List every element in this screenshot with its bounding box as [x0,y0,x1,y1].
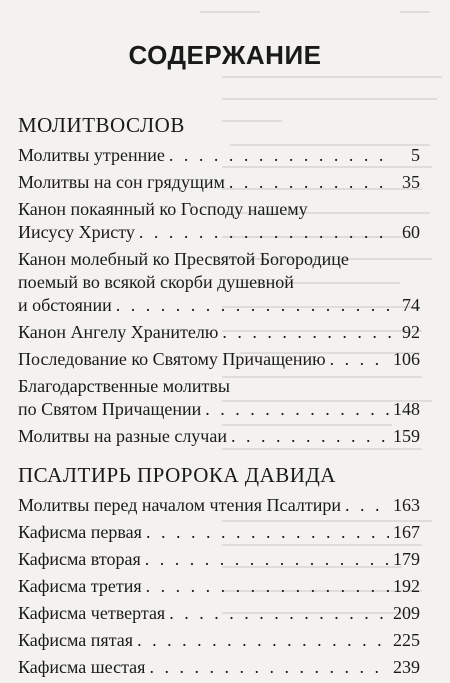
toc-entry-title: Кафисма вторая [18,549,141,569]
toc-entry-line: Канон молебный ко Пресвятой Богородице [18,249,349,269]
toc-entry-title: Молитвы перед началом чтения Псалтири [18,495,341,515]
page-number: 179 [393,549,420,569]
page-title: СОДЕРЖАНИЕ [128,40,322,70]
dot-leader [231,425,389,448]
section-heading: МОЛИТВОСЛОВ [18,113,185,137]
page-number: 35 [402,172,420,192]
page-number: 209 [393,603,420,623]
toc-entry-title: Кафисма пятая [18,630,134,650]
toc-entry[interactable] [18,629,420,652]
dot-leader [345,494,389,517]
toc-entry-title: Канон Ангелу Хранителю [18,322,219,342]
toc-entry-title: по Святом Причащении [18,399,202,419]
toc-entry-title: Последование ко Святому Причащению [18,349,326,369]
toc-entry[interactable] [18,521,420,544]
toc-entry-line: Канон покаянный ко Господу нашему [18,199,308,219]
toc-entry[interactable] [18,321,420,344]
page-number: 167 [393,522,420,542]
toc-entry[interactable] [18,348,420,371]
dot-leader [222,321,394,344]
dot-leader [139,221,394,244]
toc-entry-title: Молитвы утренние [18,145,165,165]
dot-leader [146,521,389,544]
toc-entry[interactable] [18,548,420,571]
page-number: 74 [402,295,420,315]
toc-entry-title: Кафисма шестая [18,657,146,677]
dot-leader [146,575,389,598]
bleed-through-header [0,6,450,20]
toc-entry-line: Благодарственные молитвы [18,376,230,396]
toc-entry[interactable] [18,656,420,679]
toc-entry[interactable] [18,375,420,421]
dot-leader [169,144,394,167]
dot-leader [169,602,389,625]
toc-entry[interactable] [18,425,420,448]
toc-entry[interactable] [18,144,420,167]
page-number: 5 [411,145,420,165]
toc-entry-title: Молитвы на сон грядущим [18,172,225,192]
dot-leader [229,171,394,194]
toc-entry[interactable] [18,575,420,598]
dot-leader [149,656,389,679]
section-heading: ПСАЛТИРЬ ПРОРОКА ДАВИДА [18,463,336,487]
toc-entry[interactable] [18,494,420,517]
toc-entry[interactable] [18,198,420,244]
dot-leader [205,398,389,421]
dot-leader [145,548,389,571]
toc-entry[interactable] [18,248,420,317]
page-number: 60 [402,222,420,242]
dot-leader [330,348,389,371]
toc-entry-title: Кафисма третия [18,576,142,596]
toc-entry-title: Молитвы на разные случаи [18,426,227,446]
page-number: 192 [393,576,420,596]
toc-entry[interactable] [18,602,420,625]
toc-entry-title: Кафисма первая [18,522,142,542]
dot-leader [116,294,394,317]
page-number: 92 [402,322,420,342]
toc-entry[interactable] [18,171,420,194]
page-number: 106 [393,349,420,369]
page-number: 239 [393,657,420,677]
table-of-contents [18,112,420,683]
toc-entry-line: поемый во всякой скорби душевной [18,272,294,292]
dot-leader [137,629,389,652]
toc-entry-title: и обстоянии [18,295,112,315]
page-number: 225 [393,630,420,650]
toc-entry-title: Кафисма четвертая [18,603,166,623]
page-number: 148 [393,399,420,419]
page-number: 163 [393,495,420,515]
toc-entry-title: Иисусу Христу [18,222,135,242]
page-number: 159 [393,426,420,446]
